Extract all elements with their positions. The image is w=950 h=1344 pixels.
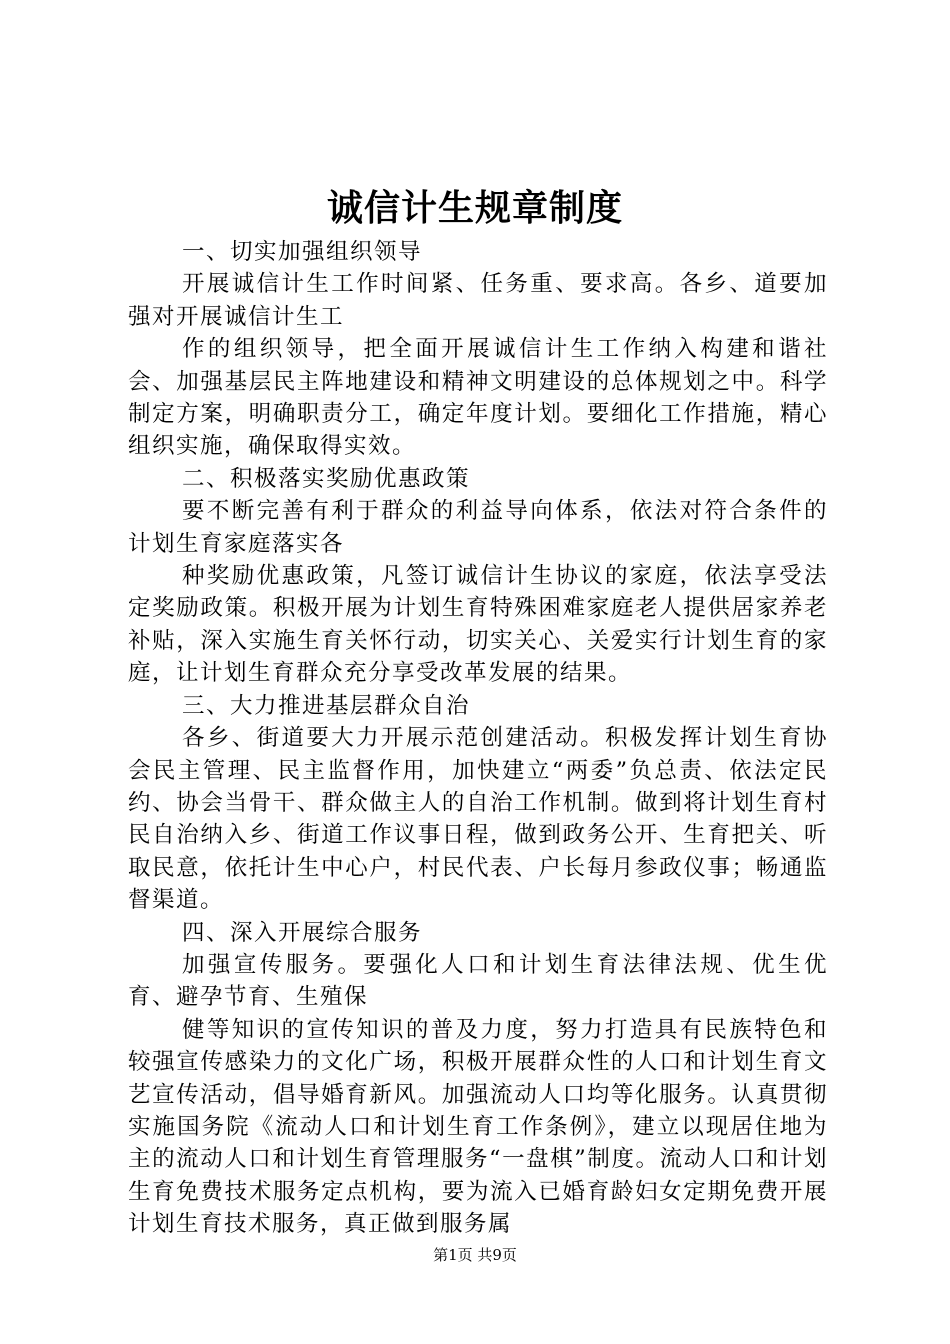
paragraph: 种奖励优惠政策，凡签订诚信计生协议的家庭，依法享受法定奖励政策。积极开展为计划生育特殊困难家庭老人提供居家养老补贴，深入实施生育关怀行动，切实关心、关爱实行计划生育的家庭，让计划生育群众充分享受改革发展的结果。 — [128, 563, 828, 687]
section-heading-4: 四、深入开展综合服务 — [182, 919, 423, 946]
paragraph: 加强宣传服务。要强化人口和计划生育法律法规、优生优育、避孕节育、生殖保 — [128, 951, 828, 1011]
document-title: 诚信计生规章制度 — [326, 187, 623, 229]
paragraph: 作的组织领导，把全面开展诚信计生工作纳入构建和谐社会、加强基层民主阵地建设和精神文明建设的总体规划之中。科学制定方案，明确职责分工，确定年度计划。要细化工作措施，精心组织实施，确保取得实效。 — [128, 336, 828, 460]
section-heading-2: 二、积极落实奖励优惠政策 — [182, 465, 471, 492]
section-heading-1: 一、切实加强组织领导 — [182, 239, 423, 265]
paragraph: 开展诚信计生工作时间紧、任务重、要求高。各乡、道要加强对开展诚信计生工 — [128, 271, 828, 330]
page-footer: 第1页 共9页 — [433, 1246, 517, 1264]
paragraph: 要不断完善有利于群众的利益导向体系，依法对符合条件的计划生育家庭落实各 — [128, 498, 828, 557]
section-heading-3: 三、大力推进基层群众自治 — [182, 692, 471, 719]
document-body — [128, 236, 828, 1241]
paragraph: 健等知识的宣传知识的普及力度，努力打造具有民族特色和较强宣传感染力的文化广场，积极开展群众性的人口和计划生育文艺宣传活动，倡导婚育新风。加强流动人口均等化服务。认真贯彻实施国务院《流动人口和计划生育工作条例》，建立以现居住地为主的流动人口和计划生育管理服务“一盘棋”制度。流动人口和计划生育免费技术服务定点机构，要为流入已婚育龄妇女定期免费开展计划生育技术服务，真正做到服务属 — [128, 1016, 828, 1238]
paragraph: 各乡、街道要大力开展示范创建活动。积极发挥计划生育协会民主管理、民主监督作用，加快建立“两委”负总责、依法定民约、协会当骨干、群众做主人的自治工作机制。做到将计划生育村民自治纳入乡、街道工作议事日程，做到政务公开、生育把关、听取民意，依托计生中心户，村民代表、户长每月参政仪事；畅通监督渠道。 — [128, 725, 828, 914]
